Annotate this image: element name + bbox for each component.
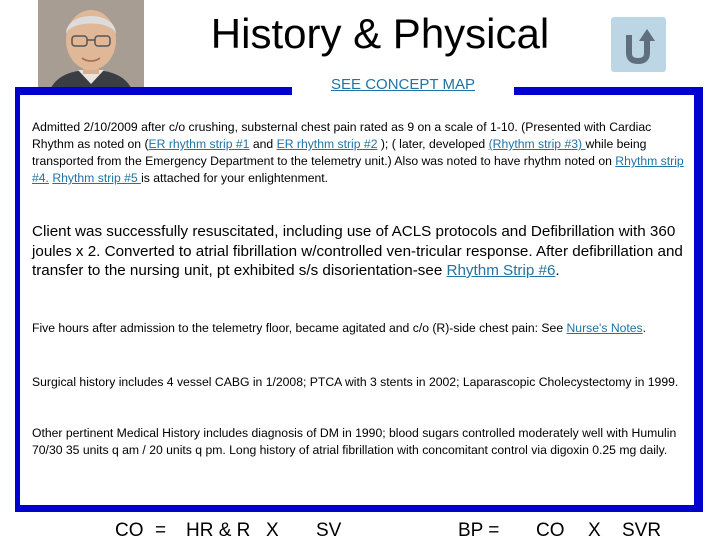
rhythm-strip-3-link[interactable]: (Rhythm strip #3) [488, 137, 586, 151]
text: ); ( later, developed [377, 137, 489, 151]
text: is attached for your enlightenment. [141, 171, 329, 185]
text: while being transported from the Emergency Department to the telemetry unit.) Also was noted to have rhythm noted on [32, 137, 647, 168]
cardiac-output-formula [0, 520, 720, 544]
concept-map-link[interactable]: SEE CONCEPT MAP [331, 76, 475, 93]
admission-paragraph [32, 119, 692, 187]
back-button[interactable] [611, 17, 666, 72]
text: Admitted 2/10/2009 after c/o crushing, substernal chest pain rated as 9 on a scale of 1-10. (Presented with Cardiac Rhythm as noted on ( [32, 120, 652, 151]
formula-hr: HR & R [186, 520, 251, 541]
text: Five hours after admission to the telemetry floor, became agitated and c/o (R)-side chest pain: See [32, 321, 567, 335]
rhythm-strip-6-link[interactable]: Rhythm Strip #6 [446, 262, 556, 279]
rhythm-strip-4-link[interactable]: Rhythm strip #4. [32, 154, 684, 185]
return-arrow-icon [611, 17, 666, 72]
formula-sv: SV [316, 520, 342, 541]
er-rhythm-strip-2-link[interactable]: ER rhythm strip #2 [276, 137, 378, 151]
text: Client was successfully resuscitated, including use of ACLS protocols and Defibrillation with 360 joules x 2. Converted to atrial fibrillation w/controlled ven-tricular response. After defibrillation and transfer to the nursing unit, pt exhibited s/s disorientation-see [32, 223, 683, 279]
formula-x: X [266, 520, 279, 541]
concept-map-link-box [292, 74, 514, 96]
formula-co: CO [115, 520, 144, 541]
surgical-history-paragraph: Surgical history includes 4 vessel CABG in 1/2008; PTCA with 3 stents in 2002; Laparascopic Cholecystectomy in 1999. [32, 375, 679, 389]
resuscitation-paragraph [32, 222, 692, 281]
text: . [642, 321, 647, 335]
formula-x-2: X [588, 520, 601, 541]
portrait-photo [38, 0, 144, 96]
formula-svr: SVR [622, 520, 662, 541]
formula-co-2: CO [536, 520, 565, 541]
er-rhythm-strip-1-link[interactable]: ER rhythm strip #1 [148, 137, 250, 151]
page-title: History & Physical [210, 10, 550, 57]
medical-history-paragraph: Other pertinent Medical History includes diagnosis of DM in 1990; blood sugars controlled moderately well with Humulin 70/30 35 units q am / 20 units q pm. Long history of atrial fibrillation with concomitant control via digoxin 0.25 mg daily. [32, 426, 677, 457]
formula-bp: BP = [458, 520, 500, 541]
nurses-notes-link[interactable]: Nurse's Notes [566, 321, 643, 335]
telemetry-paragraph [32, 320, 692, 337]
formula-equals: = [155, 520, 167, 541]
text: . [555, 262, 560, 279]
text: and [249, 137, 277, 151]
rhythm-strip-5-link[interactable]: Rhythm strip #5 [52, 171, 142, 185]
